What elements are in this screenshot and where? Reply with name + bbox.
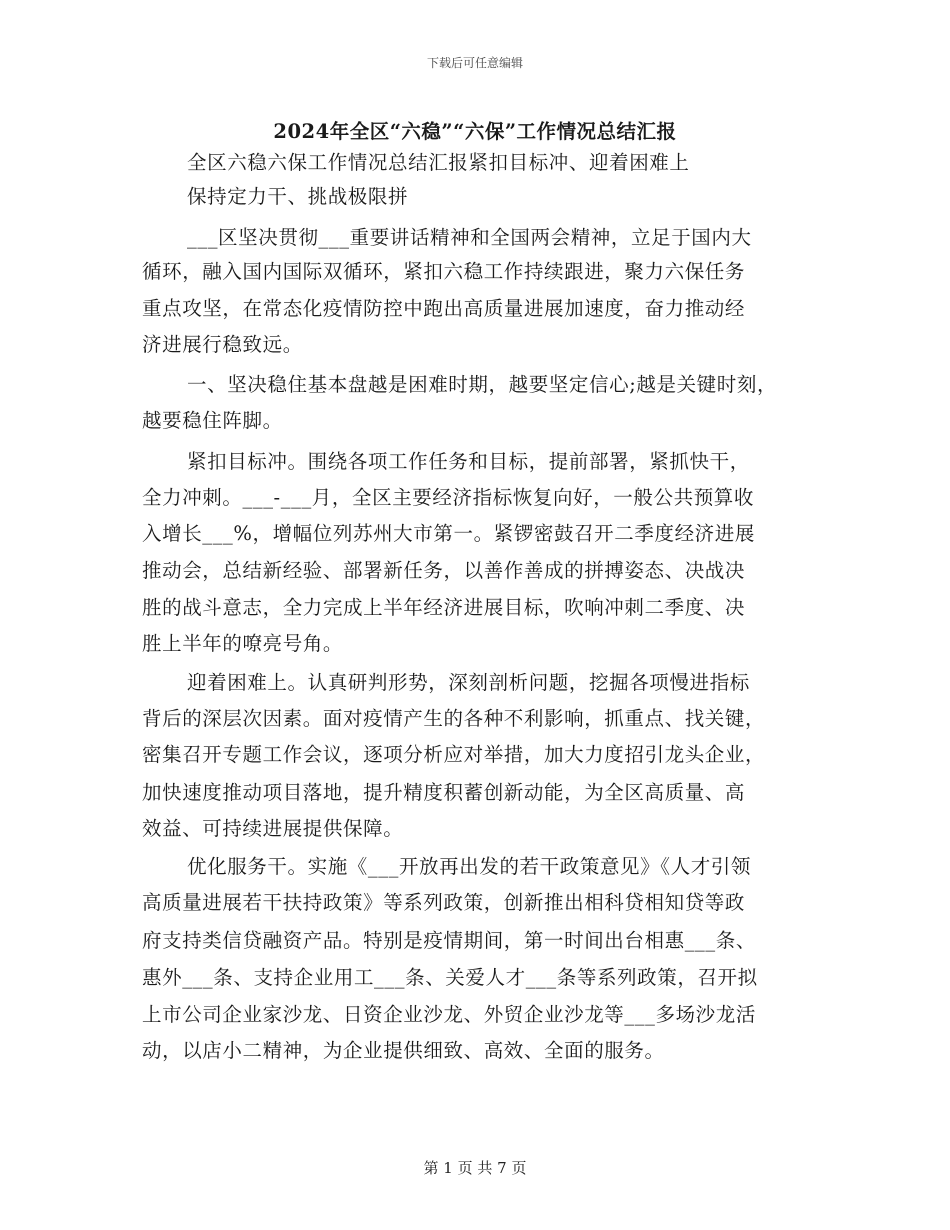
text-line: 优化服务干。实施《___开放再出发的若干政策意见》《人才引领 bbox=[187, 855, 752, 878]
text-line: 紧扣目标冲。围绕各项工作任务和目标，提前部署，紧抓快干， bbox=[187, 450, 750, 473]
text-line: 一、坚决稳住基本盘越是困难时期，越要坚定信心;越是关键时刻， bbox=[187, 373, 778, 396]
text-line: 保持定力干、挑战极限拼 bbox=[187, 185, 409, 208]
text-line: 全区六稳六保工作情况总结汇报紧扣目标冲、迎着困难上 bbox=[187, 151, 690, 174]
text-line: 胜上半年的嘹亮号角。 bbox=[142, 632, 344, 655]
text-line: ___区坚决贯彻___重要讲话精神和全国两会精神，立足于国内大 bbox=[187, 226, 752, 249]
text-line: 高质量进展若干扶持政策》等系列政策，创新推出相科贷相知贷等政 bbox=[142, 891, 746, 914]
text-line: 密集召开专题工作会议，逐项分析应对举措，加大力度招引龙头企业， bbox=[142, 743, 766, 766]
text-line: 循环，融入国内国际双循环，紧扣六稳工作持续跟进，聚力六保任务 bbox=[142, 260, 746, 283]
document-title: 2024年全区“六稳”“六保”工作情况总结汇报 bbox=[273, 120, 677, 143]
text-line: 上市公司企业家沙龙、日资企业沙龙、外贸企业沙龙等___多场沙龙活 bbox=[142, 1003, 756, 1026]
page-number: 第 1 页 共 7 页 bbox=[423, 1159, 527, 1177]
text-line: 重点攻坚，在常态化疫情防控中跑出高质量进展加速度，奋力推动经 bbox=[142, 297, 746, 320]
text-line: 济进展行稳致远。 bbox=[142, 333, 303, 356]
text-line: 动，以店小二精神，为企业提供细致、高效、全面的服务。 bbox=[142, 1039, 665, 1062]
text-line: 加快速度推动项目落地，提升精度积蓄创新动能，为全区高质量、高 bbox=[142, 781, 746, 804]
text-line: 效益、可持续进展提供保障。 bbox=[142, 817, 404, 840]
text-line: 入增长___%，增幅位列苏州大市第一。紧锣密鼓召开二季度经济进展 bbox=[142, 522, 755, 545]
text-line: 府支持类信贷融资产品。特别是疫情期间，第一时间出台相惠___条、 bbox=[142, 929, 756, 952]
text-line: 迎着困难上。认真研判形势，深刻剖析问题，挖掘各项慢进指标 bbox=[187, 671, 750, 694]
text-line: 背后的深层次因素。面对疫情产生的各种不利影响，抓重点、找关键， bbox=[142, 707, 766, 730]
text-line: 胜的战斗意志，全力完成上半年经济进展目标，吹响冲刺二季度、决 bbox=[142, 596, 746, 619]
text-line: 全力冲刺。___-___月，全区主要经济指标恢复向好，一般公共预算收 bbox=[142, 486, 754, 509]
text-line: 越要稳住阵脚。 bbox=[142, 409, 283, 432]
text-line: 惠外___条、支持企业用工___条、关爱人才___条等系列政策，召开拟 bbox=[142, 966, 758, 989]
text-line: 推动会，总结新经验、部署新任务，以善作善成的拼搏姿态、决战决 bbox=[142, 559, 746, 582]
page-header-note: 下载后可任意编辑 bbox=[426, 56, 523, 70]
